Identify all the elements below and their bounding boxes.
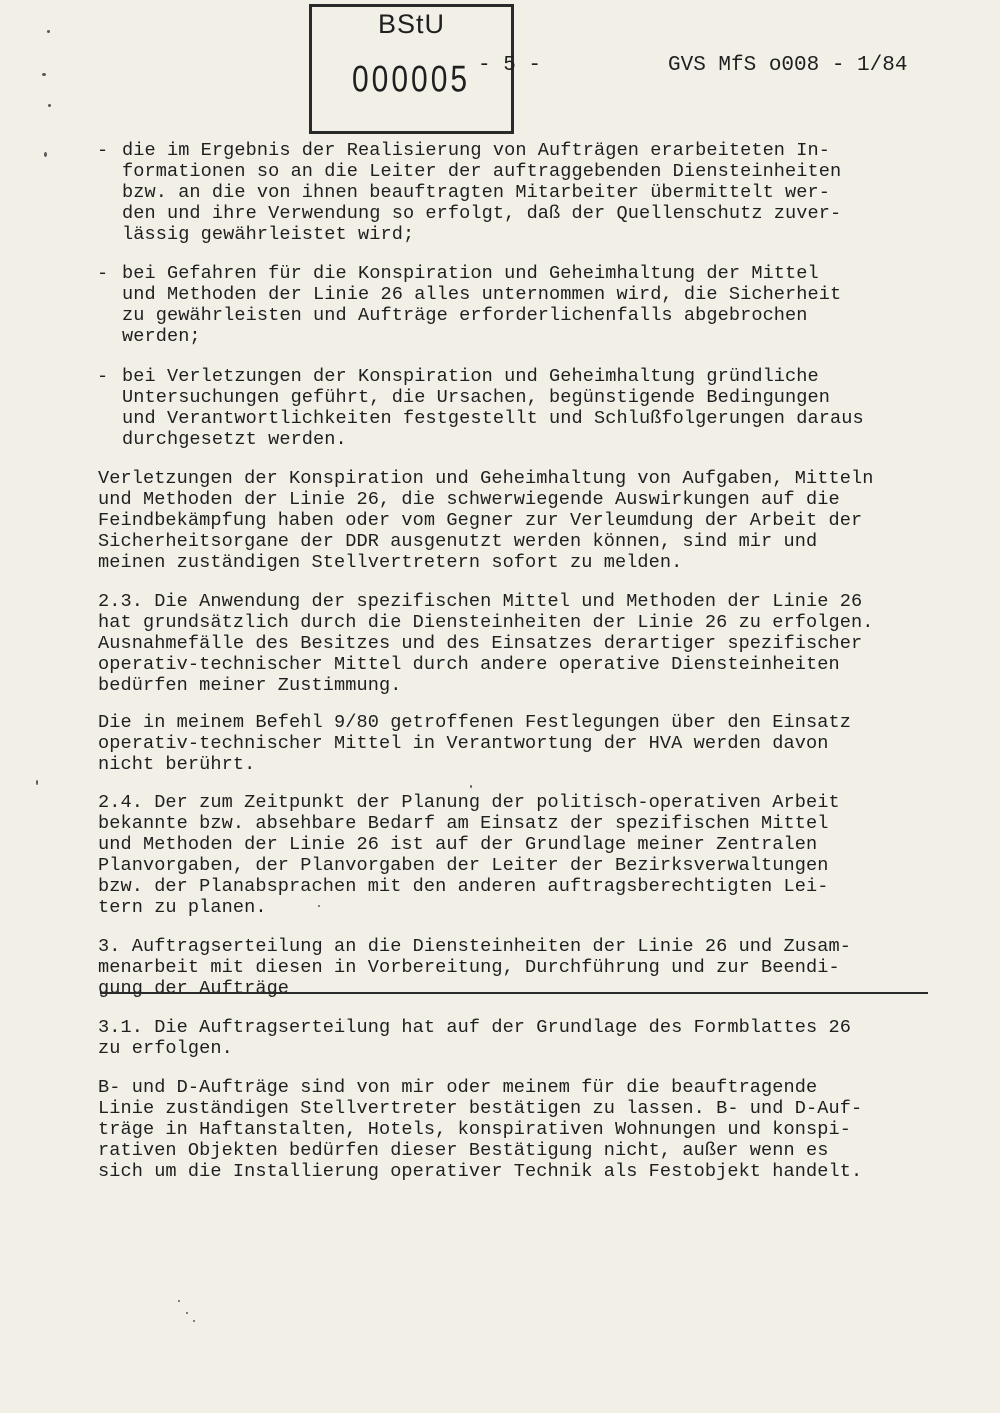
text-line: zu erfolgen. bbox=[98, 1037, 233, 1059]
text-line: Ausnahmefälle des Besitzes und des Einsatzes derartiger spezifischer bbox=[98, 632, 863, 654]
text-line: formationen so an die Leiter der auftraggebenden Diensteinheiten bbox=[122, 160, 842, 182]
text-line: Verletzungen der Konspiration und Geheimhaltung von Aufgaben, Mitteln bbox=[98, 468, 874, 489]
text-line: lässig gewährleistet wird; bbox=[122, 223, 415, 245]
text-line: operativ-technischer Mittel durch andere operative Diensteinheiten bbox=[98, 653, 840, 675]
text-line: träge in Haftanstalten, Hotels, konspirativen Wohnungen und konspi- bbox=[98, 1118, 851, 1140]
text-line: bei Gefahren für die Konspiration und Geheimhaltung der Mittel bbox=[122, 263, 819, 284]
text-line: Linie zuständigen Stellvertreter bestätigen zu lassen. B- und D-Auf- bbox=[98, 1097, 863, 1119]
bullet-marker: - bbox=[97, 140, 109, 161]
bullet-item-source-protection bbox=[122, 141, 841, 246]
text-line: 2.4. Der zum Zeitpunkt der Planung der politisch-operativen Arbeit bbox=[98, 792, 840, 813]
text-line: und Methoden der Linie 26, die schwerwiegende Auswirkungen auf die bbox=[98, 488, 840, 510]
text-line: meinen zuständigen Stellvertretern sofort zu melden. bbox=[98, 551, 683, 573]
bullet-marker: - bbox=[97, 263, 109, 284]
section-2-4 bbox=[98, 793, 840, 918]
text-line: hat grundsätzlich durch die Diensteinheiten der Linie 26 zu erfolgen. bbox=[98, 611, 874, 633]
bullet-marker: - bbox=[97, 366, 109, 387]
text-line: 3.1. Die Auftragserteilung hat auf der Grundlage des Formblattes 26 bbox=[98, 1017, 851, 1038]
stamp-organization: BStU bbox=[377, 9, 446, 39]
text-line: gung der Aufträge bbox=[98, 977, 290, 999]
text-line: durchgesetzt werden. bbox=[122, 428, 347, 450]
text-line: den und ihre Verwendung so erfolgt, daß der Quellenschutz zuver- bbox=[122, 202, 842, 224]
text-line: rativen Objekten bedürfen dieser Bestätigung nicht, außer wenn es bbox=[98, 1139, 829, 1161]
text-line: bedürfen meiner Zustimmung. bbox=[98, 674, 402, 696]
stamp-number: 000005 bbox=[352, 59, 471, 101]
paragraph-befehl bbox=[98, 713, 851, 776]
text-line: tern zu planen. bbox=[98, 896, 267, 918]
section-3-1 bbox=[98, 1018, 851, 1060]
text-line: die im Ergebnis der Realisierung von Aufträgen erarbeiteten In- bbox=[122, 140, 830, 161]
paragraph-b-d-orders bbox=[98, 1078, 862, 1183]
text-line: bzw. der Planabsprachen mit den anderen auftragsberechtigten Lei- bbox=[98, 875, 829, 897]
text-line: Untersuchungen geführt, die Ursachen, begünstigende Bedingungen bbox=[122, 386, 830, 408]
text-line: B- und D-Aufträge sind von mir oder meinem für die beauftragende bbox=[98, 1077, 818, 1098]
text-line: sich um die Installierung operativer Technik als Festobjekt handelt. bbox=[98, 1160, 863, 1182]
page-marker: - 5 - bbox=[478, 54, 542, 77]
text-line: Die in meinem Befehl 9/80 getroffenen Festlegungen über den Einsatz bbox=[98, 712, 851, 733]
text-line: Feindbekämpfung haben oder vom Gegner zur Verleumdung der Arbeit der bbox=[98, 509, 863, 531]
text-line: nicht berührt. bbox=[98, 753, 256, 775]
text-line: 2.3. Die Anwendung der spezifischen Mittel und Methoden der Linie 26 bbox=[98, 591, 863, 612]
bullet-item-dangers bbox=[122, 264, 841, 348]
classification-reference: GVS MfS o008 - 1/84 bbox=[668, 54, 908, 77]
paragraph-reporting bbox=[98, 469, 873, 574]
section-3-heading bbox=[98, 937, 851, 1000]
heading-underline bbox=[100, 992, 928, 994]
text-line: Planvorgaben, der Planvorgaben der Leiter der Bezirksverwaltungen bbox=[98, 854, 829, 876]
text-line: bekannte bzw. absehbare Bedarf am Einsatz der spezifischen Mittel bbox=[98, 812, 829, 834]
text-line: und Methoden der Linie 26 ist auf der Grundlage meiner Zentralen bbox=[98, 833, 818, 855]
text-line: bei Verletzungen der Konspiration und Geheimhaltung gründliche bbox=[122, 366, 819, 387]
text-line: werden; bbox=[122, 325, 201, 347]
text-line: menarbeit mit diesen in Vorbereitung, Durchführung und zur Beendi- bbox=[98, 956, 840, 978]
text-line: und Verantwortlichkeiten festgestellt und Schlußfolgerungen daraus bbox=[122, 407, 864, 429]
text-line: zu gewährleisten und Aufträge erforderlichenfalls abgebrochen bbox=[122, 304, 808, 326]
section-2-3 bbox=[98, 592, 873, 697]
text-line: operativ-technischer Mittel in Verantwortung der HVA werden davon bbox=[98, 732, 829, 754]
bullet-item-violations bbox=[122, 367, 864, 451]
text-line: bzw. an die von ihnen beauftragten Mitarbeiter übermittelt wer- bbox=[122, 181, 830, 203]
text-line: und Methoden der Linie 26 alles unternommen wird, die Sicherheit bbox=[122, 283, 842, 305]
text-line: 3. Auftragserteilung an die Diensteinheiten der Linie 26 und Zusam- bbox=[98, 936, 851, 957]
text-line: Sicherheitsorgane der DDR ausgenutzt werden können, sind mir und bbox=[98, 530, 818, 552]
